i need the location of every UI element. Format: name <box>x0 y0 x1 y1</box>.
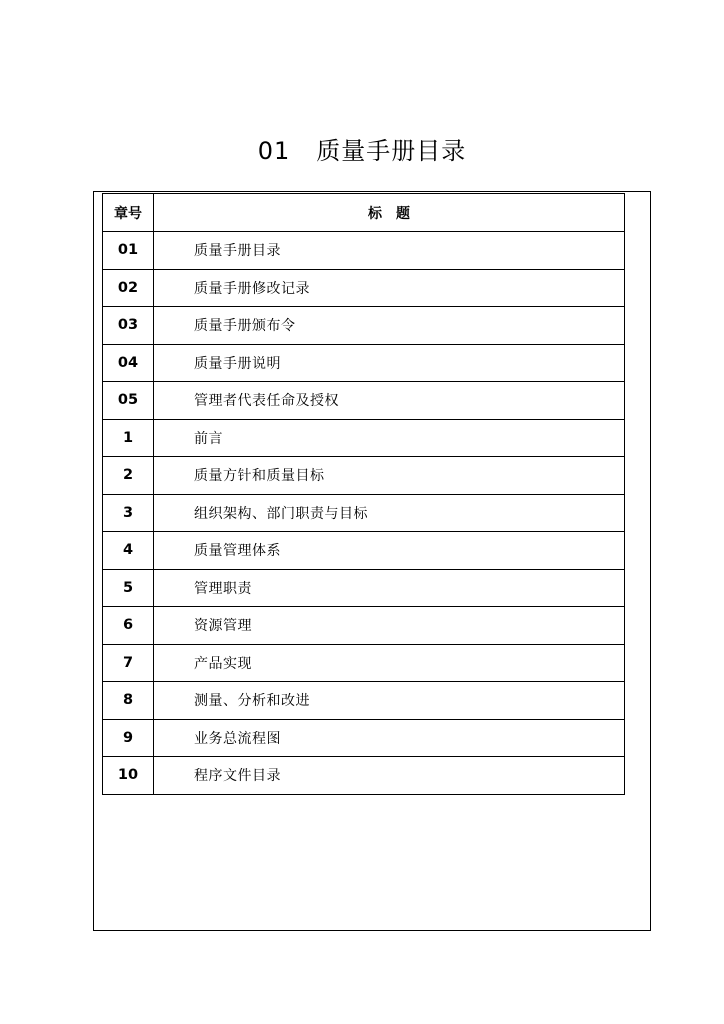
row-chapter-no: 10 <box>103 757 154 795</box>
row-title: 业务总流程图 <box>154 719 625 757</box>
table-row <box>103 269 625 307</box>
page-title-text: 质量手册目录 <box>316 137 467 165</box>
row-chapter-no: 9 <box>103 719 154 757</box>
row-chapter-no: 01 <box>103 232 154 270</box>
table-row <box>103 232 625 270</box>
table-row <box>103 607 625 645</box>
row-chapter-no: 04 <box>103 344 154 382</box>
row-title: 程序文件目录 <box>154 757 625 795</box>
table-row <box>103 494 625 532</box>
table-row <box>103 569 625 607</box>
header-title: 标 题 <box>154 194 625 232</box>
row-title: 质量手册颁布令 <box>154 307 625 345</box>
row-title: 管理职责 <box>154 569 625 607</box>
page-title-number: 01 <box>257 137 291 165</box>
row-chapter-no: 8 <box>103 682 154 720</box>
row-chapter-no: 7 <box>103 644 154 682</box>
table-row <box>103 682 625 720</box>
row-chapter-no: 2 <box>103 457 154 495</box>
table-row <box>103 419 625 457</box>
row-chapter-no: 4 <box>103 532 154 570</box>
row-title: 质量手册修改记录 <box>154 269 625 307</box>
page-title <box>0 134 724 168</box>
table-row <box>103 644 625 682</box>
row-chapter-no: 02 <box>103 269 154 307</box>
table-row <box>103 344 625 382</box>
row-chapter-no: 1 <box>103 419 154 457</box>
table-row <box>103 382 625 420</box>
table-header-row <box>103 194 625 232</box>
row-title: 质量管理体系 <box>154 532 625 570</box>
row-title: 质量方针和质量目标 <box>154 457 625 495</box>
row-chapter-no: 3 <box>103 494 154 532</box>
row-title: 测量、分析和改进 <box>154 682 625 720</box>
header-chapter-no: 章号 <box>103 194 154 232</box>
row-title: 管理者代表任命及授权 <box>154 382 625 420</box>
toc-table <box>102 193 625 795</box>
row-title: 质量手册说明 <box>154 344 625 382</box>
row-chapter-no: 03 <box>103 307 154 345</box>
table-row <box>103 457 625 495</box>
row-chapter-no: 6 <box>103 607 154 645</box>
row-title: 组织架构、部门职责与目标 <box>154 494 625 532</box>
row-title: 产品实现 <box>154 644 625 682</box>
row-chapter-no: 05 <box>103 382 154 420</box>
table-row <box>103 719 625 757</box>
row-title: 质量手册目录 <box>154 232 625 270</box>
row-title: 资源管理 <box>154 607 625 645</box>
table-row <box>103 307 625 345</box>
table-row <box>103 532 625 570</box>
table-row <box>103 757 625 795</box>
row-chapter-no: 5 <box>103 569 154 607</box>
row-title: 前言 <box>154 419 625 457</box>
